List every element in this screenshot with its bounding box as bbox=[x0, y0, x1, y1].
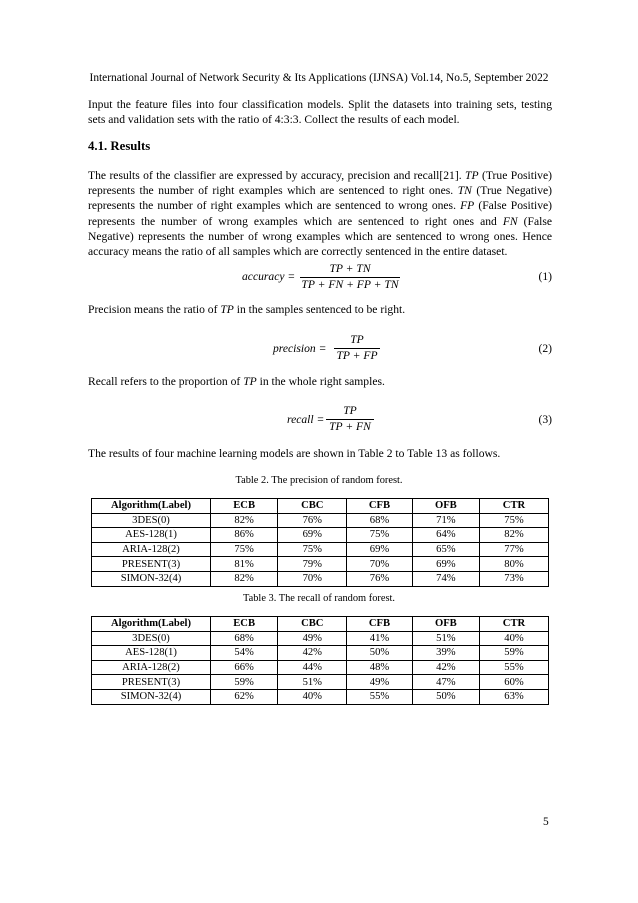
table-cell: 51% bbox=[412, 631, 479, 646]
table-cell: 64% bbox=[412, 528, 479, 543]
table-cell: 55% bbox=[347, 689, 412, 704]
table-row bbox=[92, 646, 549, 661]
table-cell: 42% bbox=[278, 646, 347, 661]
tables-intro-paragraph: The results of four machine learning models are shown in Table 2 to Table 13 as follows. bbox=[88, 447, 501, 460]
table-cell: 42% bbox=[412, 660, 479, 675]
term-fp: FP bbox=[460, 199, 475, 213]
table-cell: SIMON-32(4) bbox=[92, 689, 211, 704]
table-cell: 48% bbox=[347, 660, 412, 675]
table-cell: 49% bbox=[278, 631, 347, 646]
recall-table bbox=[91, 616, 549, 705]
table-cell: 40% bbox=[479, 631, 548, 646]
table-cell: 74% bbox=[412, 571, 479, 586]
equation-lhs: precision = bbox=[273, 342, 327, 355]
column-header: CFB bbox=[347, 617, 412, 632]
table-cell: 76% bbox=[278, 513, 347, 528]
table-cell: 50% bbox=[347, 646, 412, 661]
table-cell: 70% bbox=[278, 571, 347, 586]
table-header-row bbox=[92, 617, 549, 632]
table-cell: ARIA-128(2) bbox=[92, 542, 211, 557]
table-row bbox=[92, 689, 549, 704]
table-cell: 76% bbox=[347, 571, 412, 586]
equation-accuracy bbox=[88, 262, 552, 292]
results-paragraph bbox=[88, 168, 552, 259]
table-cell: 70% bbox=[347, 557, 412, 572]
table-cell: 75% bbox=[278, 542, 347, 557]
equation-numerator: TP + TN bbox=[329, 262, 371, 275]
term-fn: FN bbox=[502, 214, 518, 228]
table-header-row bbox=[92, 499, 549, 514]
column-header: CTR bbox=[479, 499, 548, 514]
text-run: Recall refers to the proportion of bbox=[88, 375, 244, 388]
table3-caption: Table 3. The recall of random forest. bbox=[243, 593, 395, 604]
table-cell: 3DES(0) bbox=[92, 631, 211, 646]
text-run: (False Negative) represents the number of wrong examples which are sentenced to wrong ones. Hence accuracy means the ratio of all samples which are correctly sentenced in the entire dataset. bbox=[88, 214, 552, 259]
table-row bbox=[92, 675, 549, 690]
table-cell: PRESENT(3) bbox=[92, 675, 211, 690]
text-run: in the samples sentenced to be right. bbox=[233, 303, 406, 316]
table-cell: 51% bbox=[278, 675, 347, 690]
table-cell: 77% bbox=[479, 542, 548, 557]
table-cell: 66% bbox=[211, 660, 278, 675]
table-row bbox=[92, 557, 549, 572]
table-cell: 59% bbox=[479, 646, 548, 661]
column-header: CTR bbox=[479, 617, 548, 632]
equation-numerator: TP bbox=[350, 333, 364, 346]
table-cell: ARIA-128(2) bbox=[92, 660, 211, 675]
table-cell: 81% bbox=[211, 557, 278, 572]
column-header: ECB bbox=[211, 499, 278, 514]
table-cell: 75% bbox=[479, 513, 548, 528]
table-cell: 55% bbox=[479, 660, 548, 675]
table2-caption: Table 2. The precision of random forest. bbox=[235, 475, 403, 486]
table-cell: 80% bbox=[479, 557, 548, 572]
equation-number: (3) bbox=[538, 413, 552, 426]
equation-denominator: TP + FN bbox=[329, 420, 371, 433]
equation-denominator: TP + FP bbox=[336, 349, 378, 362]
equation-lhs: accuracy = bbox=[242, 270, 296, 283]
precision-table bbox=[91, 498, 549, 587]
table-cell: 82% bbox=[211, 571, 278, 586]
table-cell: 79% bbox=[278, 557, 347, 572]
equation-precision bbox=[88, 333, 552, 363]
table-cell: SIMON-32(4) bbox=[92, 571, 211, 586]
column-header: Algorithm(Label) bbox=[92, 499, 211, 514]
table-cell: 82% bbox=[211, 513, 278, 528]
table-cell: 41% bbox=[347, 631, 412, 646]
table-cell: 63% bbox=[479, 689, 548, 704]
text-run: Precision means the ratio of bbox=[88, 303, 221, 316]
column-header: ECB bbox=[211, 617, 278, 632]
recall-paragraph bbox=[88, 374, 552, 389]
column-header: OFB bbox=[412, 499, 479, 514]
equation-recall bbox=[88, 404, 552, 434]
table-row bbox=[92, 571, 549, 586]
term-tn: TN bbox=[457, 184, 472, 198]
table-cell: 60% bbox=[479, 675, 548, 690]
column-header: CFB bbox=[347, 499, 412, 514]
table-cell: 82% bbox=[479, 528, 548, 543]
equation-lhs: recall = bbox=[287, 413, 325, 426]
table-cell: 44% bbox=[278, 660, 347, 675]
table-cell: 59% bbox=[211, 675, 278, 690]
running-header: International Journal of Network Security & Its Applications (IJNSA) Vol.14, No.5, September 2022 bbox=[89, 72, 549, 84]
text-run: (False Positive) represents the number of wrong examples which are sentenced to right ones and bbox=[88, 199, 553, 228]
text-run: in the whole right samples. bbox=[256, 375, 385, 388]
table-cell: AES-128(1) bbox=[92, 646, 211, 661]
table-cell: 68% bbox=[211, 631, 278, 646]
table-cell: PRESENT(3) bbox=[92, 557, 211, 572]
table-cell: 75% bbox=[211, 542, 278, 557]
table-cell: 39% bbox=[412, 646, 479, 661]
column-header: Algorithm(Label) bbox=[92, 617, 211, 632]
table-cell: 86% bbox=[211, 528, 278, 543]
table-cell: 62% bbox=[211, 689, 278, 704]
equation-denominator: TP + FN + FP + TN bbox=[301, 278, 399, 291]
table-row bbox=[92, 660, 549, 675]
table-cell: 69% bbox=[347, 542, 412, 557]
term-tp: TP bbox=[220, 303, 234, 316]
equation-numerator: TP bbox=[343, 404, 357, 417]
table-cell: 54% bbox=[211, 646, 278, 661]
table-cell: AES-128(1) bbox=[92, 528, 211, 543]
table-cell: 65% bbox=[412, 542, 479, 557]
text-run: (True Positive) represents the number of right examples which are sentenced to right ones. bbox=[88, 169, 552, 198]
precision-paragraph bbox=[88, 302, 552, 317]
table-row bbox=[92, 513, 549, 528]
section-heading: 4.1. Results bbox=[88, 139, 151, 153]
table-row bbox=[92, 528, 549, 543]
table-cell: 69% bbox=[412, 557, 479, 572]
column-header: CBC bbox=[278, 617, 347, 632]
term-tp: TP bbox=[465, 169, 479, 182]
table-row bbox=[92, 542, 549, 557]
equation-number: (1) bbox=[538, 270, 552, 283]
table-cell: 69% bbox=[278, 528, 347, 543]
table-cell: 68% bbox=[347, 513, 412, 528]
table-cell: 50% bbox=[412, 689, 479, 704]
equation-number: (2) bbox=[538, 342, 552, 355]
term-tp: TP bbox=[243, 375, 257, 388]
table-cell: 3DES(0) bbox=[92, 513, 211, 528]
text-run: (True Negative) represents the number of right examples which are sentenced to wrong ones. bbox=[88, 184, 553, 213]
text-run: The results of the classifier are expressed by accuracy, precision and recall[21]. bbox=[88, 169, 466, 182]
intro-paragraph: Input the feature files into four classification models. Split the datasets into training sets, testing sets and validation sets with the ratio of 4:3:3. Collect the results of each model. bbox=[88, 98, 552, 127]
page-number: 5 bbox=[543, 816, 549, 828]
table-cell: 47% bbox=[412, 675, 479, 690]
table-cell: 49% bbox=[347, 675, 412, 690]
column-header: CBC bbox=[278, 499, 347, 514]
table-cell: 71% bbox=[412, 513, 479, 528]
column-header: OFB bbox=[412, 617, 479, 632]
table-row bbox=[92, 631, 549, 646]
table-cell: 73% bbox=[479, 571, 548, 586]
table-cell: 75% bbox=[347, 528, 412, 543]
table-cell: 40% bbox=[278, 689, 347, 704]
